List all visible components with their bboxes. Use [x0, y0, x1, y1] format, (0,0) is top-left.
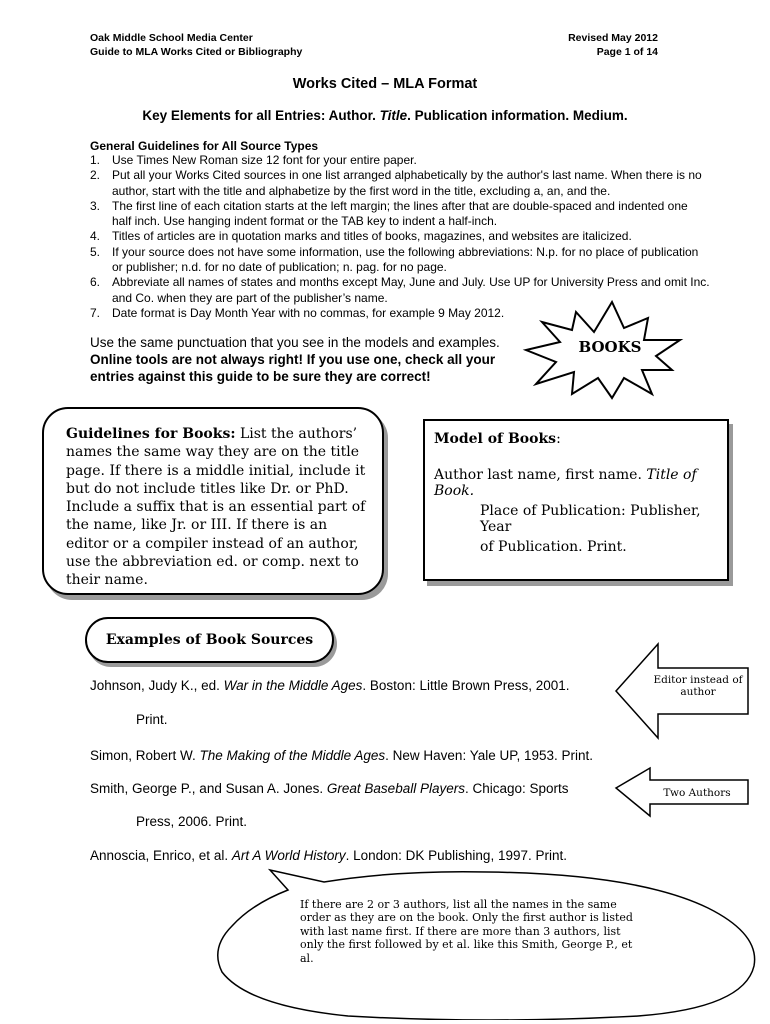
online-tools-warning: Online tools are not always right! If you use one, check all your entries against this guide to be sure they are correct!	[90, 352, 496, 384]
example-entry	[90, 678, 570, 693]
editor-arrow-label: Editor instead of author	[653, 674, 743, 698]
example-entry	[90, 781, 569, 796]
two-authors-arrow-label: Two Authors	[663, 787, 731, 799]
guideline-number: 1.	[90, 153, 101, 167]
model-author: Author last name, first name.	[434, 467, 647, 483]
example-title: Art A World History	[231, 848, 346, 863]
guideline-text: Use Times New Roman size 12 font for your entire paper.	[112, 153, 417, 167]
guideline-text: Date format is Day Month Year with no commas, for example 9 May 2012.	[112, 305, 505, 320]
example-publication: . Boston: Little Brown Press, 2001.	[362, 678, 570, 693]
model-heading	[434, 431, 561, 447]
general-guidelines-heading: General Guidelines for All Source Types	[90, 139, 319, 153]
punctuation-note-block	[90, 334, 530, 385]
model-line-1	[434, 467, 727, 499]
example-author: Smith, George P., and Susan A. Jones.	[90, 781, 327, 796]
guideline-number: 4.	[90, 229, 101, 244]
model-title: Title of Book.	[434, 467, 697, 499]
guideline-text: Titles of articles are in quotation marks and titles of books, magazines, and websites are italicized.	[112, 229, 632, 244]
header-right	[568, 31, 658, 59]
header-page-number: Page 1 of 14	[596, 46, 658, 58]
header-org: Oak Middle School Media Center	[90, 32, 253, 44]
example-publication: . New Haven: Yale UP, 1953. Print.	[385, 748, 594, 763]
guideline-text: Abbreviate all names of states and months except May, June and July. Use UP for University Press and omit Inc. and Co. when they are part of the publisher’s name.	[112, 275, 710, 305]
examples-label: Examples of Book Sources	[105, 632, 314, 648]
guideline-number: 6.	[90, 275, 101, 290]
example-publication: . Chicago: Sports	[464, 781, 569, 796]
example-title: The Making of the Middle Ages	[199, 748, 386, 763]
guideline-text: The first line of each citation starts at the left margin; the lines after that are double-spaced and indented one half inch. Use hanging indent format or the TAB key to indent a half-inch.	[112, 198, 688, 229]
guideline-number: 5.	[90, 244, 101, 259]
key-elements	[0, 108, 770, 123]
model-heading-text: Model of Books	[434, 431, 557, 447]
punctuation-note: Use the same punctuation that you see in the models and examples.	[90, 335, 500, 350]
example-title: Great Baseball Players	[326, 781, 465, 796]
example-entry	[90, 848, 567, 863]
example-author: Simon, Robert W.	[90, 748, 200, 763]
model-heading-colon: :	[556, 431, 561, 447]
header-revised: Revised May 2012	[568, 32, 658, 44]
guidelines-for-books-heading: Guidelines for Books:	[66, 426, 236, 442]
general-guidelines-list	[90, 153, 710, 321]
example-author: Annoscia, Enrico, et al.	[90, 848, 232, 863]
examples-label-pill	[85, 617, 334, 663]
model-line-2: Place of Publication: Publisher, Year	[480, 503, 701, 535]
guideline-item	[90, 153, 710, 168]
books-burst-label: BOOKS	[578, 338, 642, 356]
books-burst	[520, 298, 690, 402]
guideline-number: 3.	[90, 198, 101, 213]
key-elements-rest: . Publication information. Medium.	[407, 108, 628, 123]
header-guide-title: Guide to MLA Works Cited or Bibliography	[90, 46, 303, 58]
guidelines-for-books-text: List the authors’ names the same way they are on the title page. If there is a middle initial, include it but do not include titles like Dr. or PhD. Include a suffix that is an essential part of the name, like Jr. or III. If there is an editor or a compiler instead of an author, use the abbreviation ed. or comp. next to their name.	[66, 426, 366, 589]
model-of-books-box	[423, 419, 729, 581]
page-title: Works Cited – MLA Format	[292, 76, 478, 92]
header-left	[90, 31, 302, 59]
guidelines-for-books-box	[42, 407, 384, 595]
guideline-number: 2.	[90, 168, 101, 183]
key-elements-title-word: Title	[379, 108, 408, 123]
example-entry-continuation: Print.	[136, 712, 168, 727]
example-entry-continuation: Press, 2006. Print.	[136, 814, 248, 829]
example-title: War in the Middle Ages	[223, 678, 363, 693]
example-author: Johnson, Judy K., ed.	[90, 678, 224, 693]
guideline-text: Put all your Works Cited sources in one list arranged alphabetically by the author's last name. When there is no author, start with the title and alphabetize by the first word in the title, excluding a, an, and the.	[112, 168, 702, 198]
guideline-item	[90, 229, 710, 244]
guideline-number: 7.	[90, 305, 101, 320]
guideline-text: If your source does not have some information, use the following abbreviations: N.p. for no place of publication or publisher; n.d. for no date of publication; n. pag. for no page.	[112, 244, 699, 275]
example-publication: . London: DK Publishing, 1997. Print.	[345, 848, 567, 863]
example-entry	[90, 748, 593, 763]
guideline-item	[90, 199, 710, 230]
general-guidelines	[90, 139, 710, 321]
key-elements-lead: Key Elements for all Entries: Author.	[142, 108, 380, 123]
guideline-item	[90, 168, 710, 199]
model-line-3: of Publication. Print.	[480, 539, 627, 555]
authors-note-text: If there are 2 or 3 authors, list all the names in the same order as they are on the book. Only the first author is listed with last name first. If there are more than 3 authors, list only the first followed by et al. like this Smith, George P., et al.	[300, 898, 633, 965]
guideline-item	[90, 245, 710, 276]
